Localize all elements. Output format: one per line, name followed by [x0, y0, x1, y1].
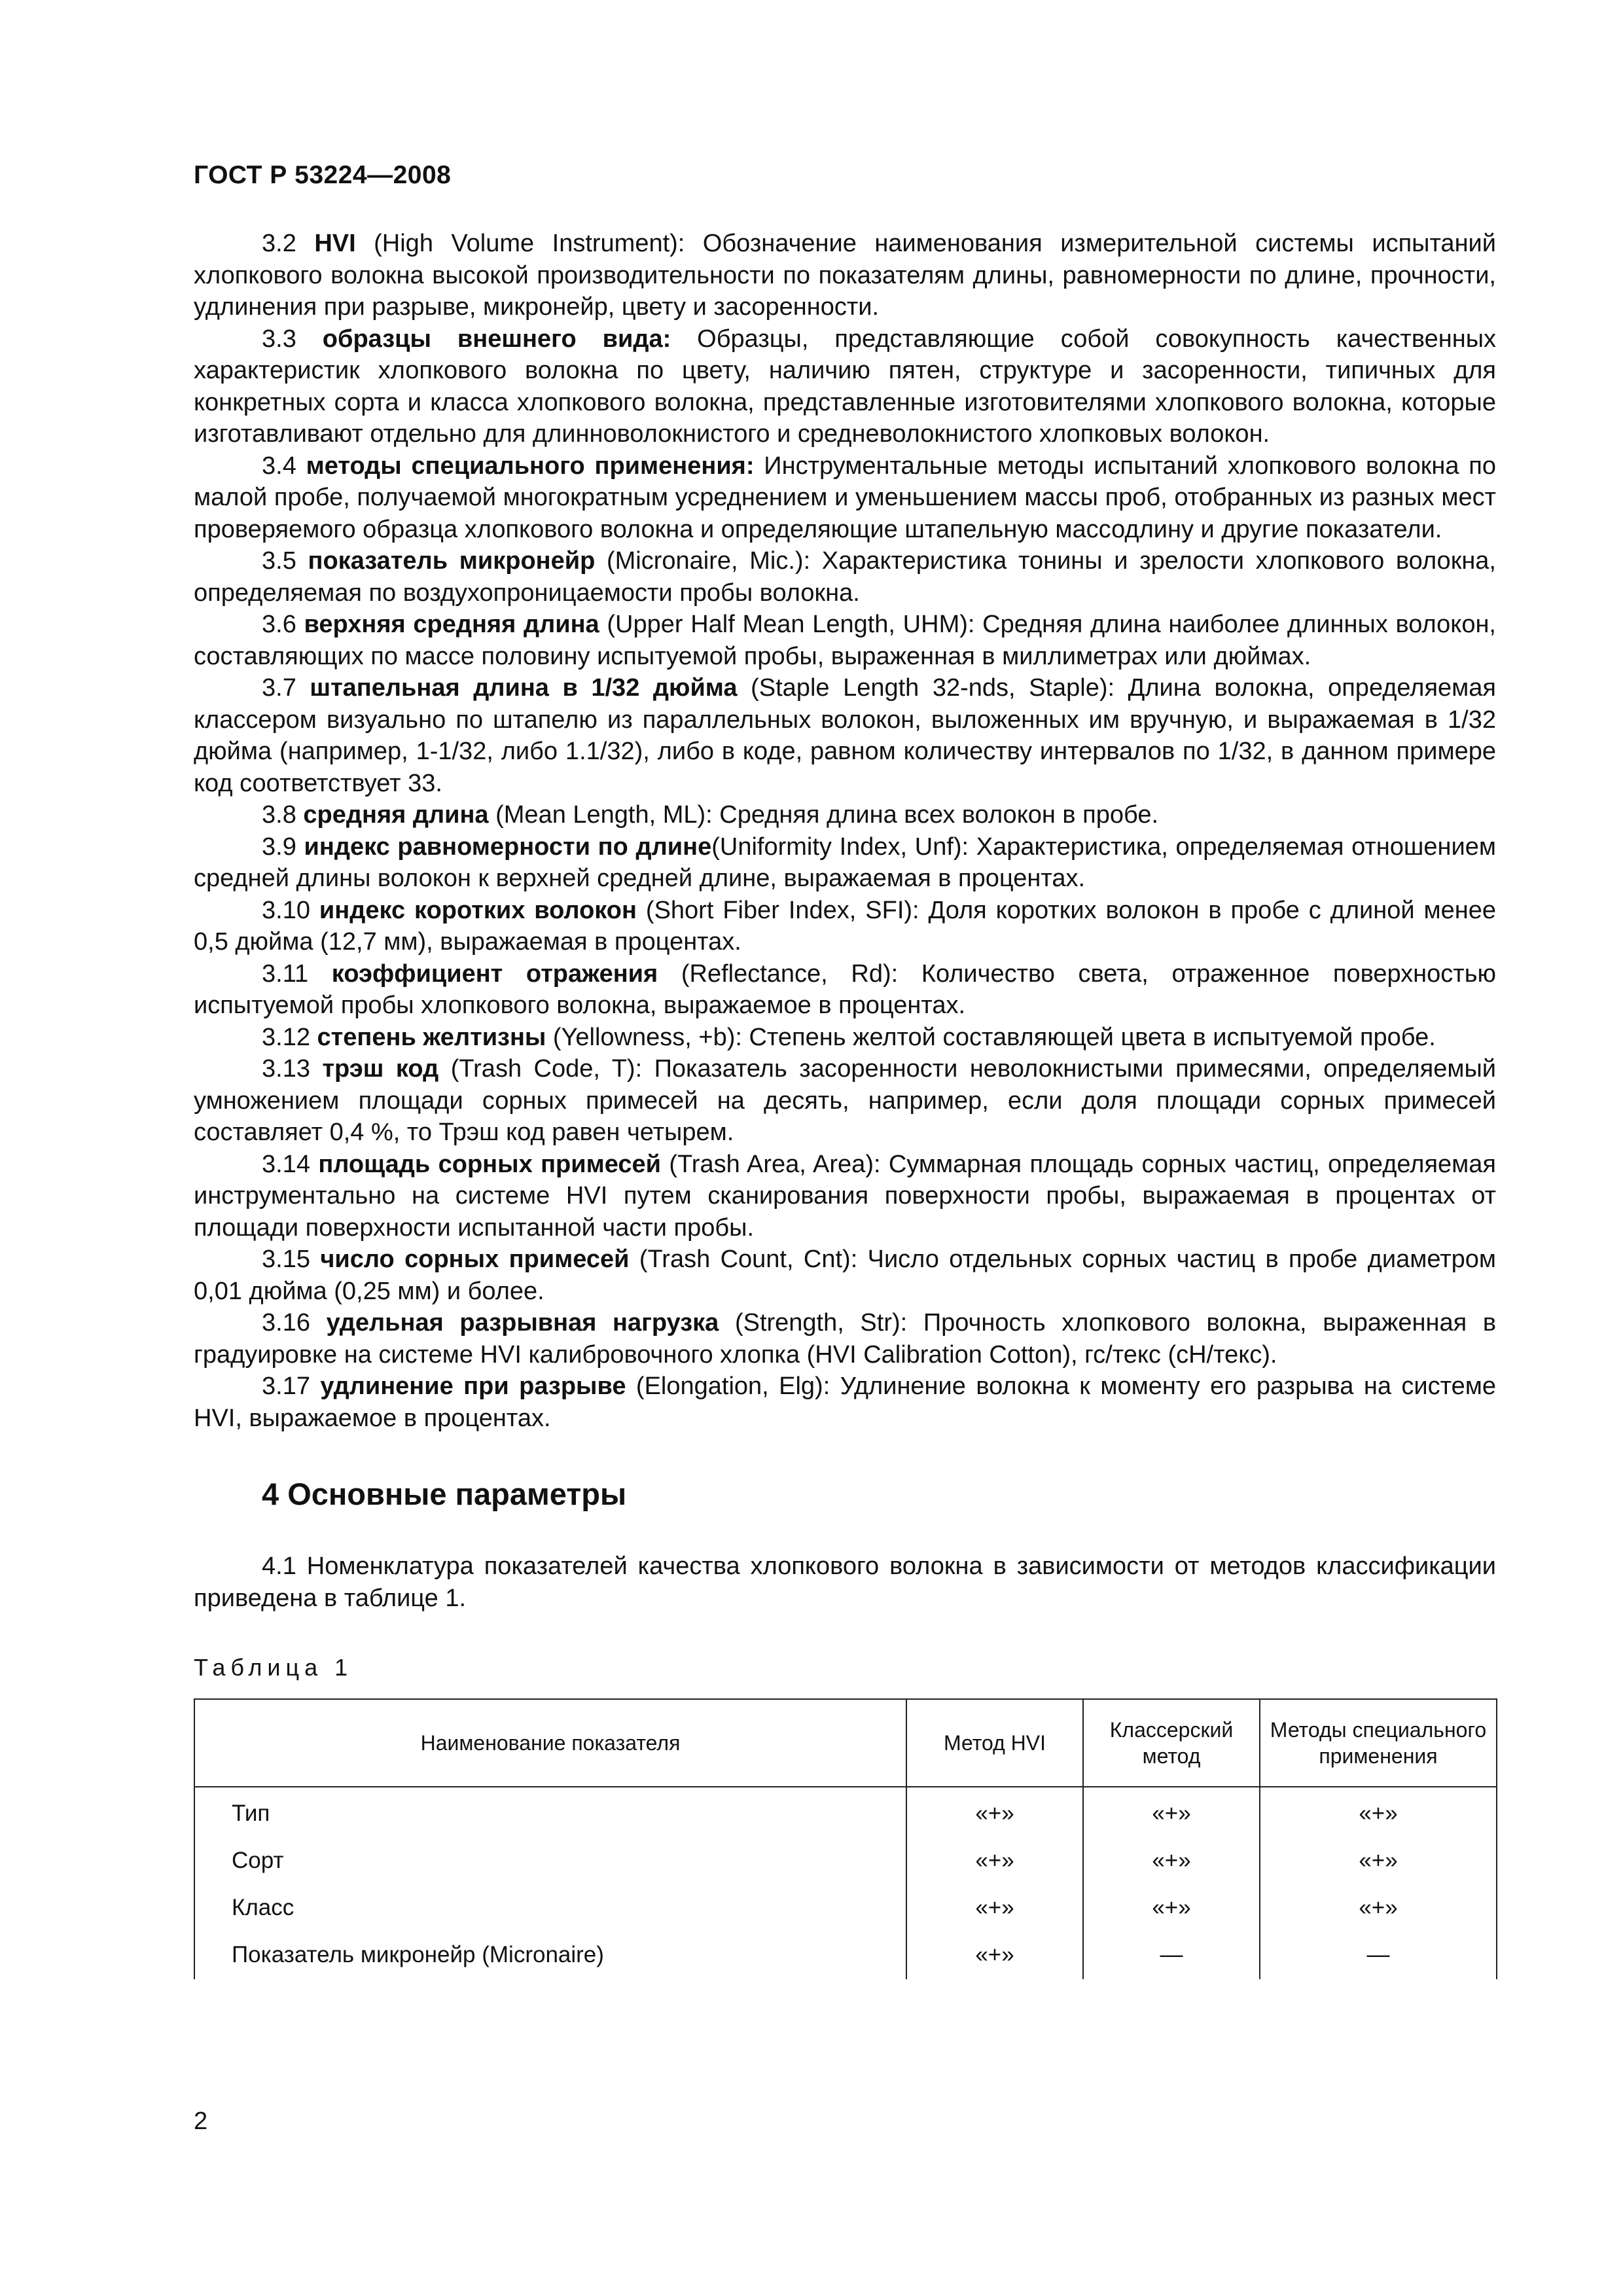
term-name: площадь сорных примесей	[318, 1150, 661, 1178]
term-number: 3.16	[262, 1309, 310, 1336]
term-number: 3.17	[262, 1372, 310, 1400]
term-number: 3.7	[262, 674, 296, 702]
table-cell: «+»	[1260, 1885, 1497, 1932]
term-3-10	[194, 895, 1496, 958]
table-cell: —	[1083, 1932, 1260, 1979]
term-name: трэш код	[322, 1055, 439, 1083]
term-definition: (Micronaire, Mic.): Характеристика тонины и зрелости хлопкового волокна, определяемая по воздухопроницаемости пробы волокна.	[194, 547, 1496, 607]
term-3-15	[194, 1244, 1496, 1307]
term-3-12	[194, 1022, 1496, 1054]
document-body	[194, 228, 1496, 1979]
term-definition: Инструментальные методы испытаний хлопкового волокна по малой пробе, получаемой многократным усреднением и уменьшением массы проб, отобранных из разных мест проверяемого образца хлопкового волокна и определяющие штапельную массодлину и другие показатели.	[194, 452, 1497, 543]
term-3-13	[194, 1053, 1496, 1149]
table-cell: —	[1260, 1932, 1497, 1979]
term-name: коэффициент отражения	[331, 960, 658, 988]
term-name: штапельная длина в 1/32 дюйма	[310, 674, 738, 702]
term-number: 3.10	[262, 896, 310, 924]
term-definition: (Upper Half Mean Length, UHM): Средняя длина наиболее длинных волокон, составляющих по массе половину испытуемой пробы, выраженная в миллиметрах или дюймах.	[194, 611, 1496, 670]
term-number: 3.4	[262, 452, 296, 480]
column-header: Наименование показателя	[194, 1699, 906, 1787]
term-3-11	[194, 958, 1496, 1022]
term-3-16	[194, 1307, 1496, 1371]
table-row	[194, 1885, 1497, 1932]
term-definition: (Uniformity Index, Unf): Характеристика, определяемая отношением средней длины волокон к верхней средней длине, выражаемая в процентах.	[194, 833, 1497, 892]
term-3-7	[194, 672, 1496, 799]
section-heading: 4 Основные параметры	[262, 1477, 627, 1511]
table-cell: «+»	[1083, 1787, 1260, 1838]
term-3-2	[194, 228, 1496, 323]
document-header: ГОСТ Р 53224—2008	[194, 161, 452, 189]
term-number: 3.8	[262, 801, 296, 829]
term-definition: (Short Fiber Index, SFI): Доля коротких волокон в пробе с длиной менее 0,5 дюйма (12,7 мм), выражаемая в процентах.	[194, 896, 1497, 956]
term-3-9	[194, 831, 1496, 895]
table-cell: «+»	[906, 1932, 1083, 1979]
term-3-17	[194, 1371, 1496, 1434]
table-row	[194, 1838, 1497, 1885]
table-cell: Класс	[194, 1885, 906, 1932]
table-caption: Таблица 1	[194, 1654, 353, 1681]
term-number: 3.15	[262, 1246, 310, 1273]
term-definition: (Trash Count, Cnt): Число отдельных сорных частиц в пробе диаметром 0,01 дюйма (0,25 мм) и более.	[194, 1246, 1497, 1305]
term-name: степень желтизны	[317, 1023, 546, 1051]
term-number: 3.13	[262, 1055, 310, 1083]
term-definition: (Staple Length 32-nds, Staple): Длина волокна, определяемая классером визуально по штапелю из параллельных волокон, выложенных им вручную, и выражаемая в 1/32 дюйма (например, 1-1/32, либо 1.1/32), либо в коде, равном количеству интервалов по 1/32, в данном примере код соответствует 33.	[194, 674, 1497, 797]
table-cell: «+»	[906, 1885, 1083, 1932]
term-number: 3.2	[262, 230, 296, 257]
term-number: 3.14	[262, 1150, 310, 1178]
column-header: Метод HVI	[906, 1699, 1083, 1787]
term-number: 3.12	[262, 1023, 310, 1051]
table-cell: Тип	[194, 1787, 906, 1838]
term-name: методы специального применения:	[306, 452, 755, 480]
term-number: 3.11	[262, 960, 309, 988]
term-3-8	[194, 799, 1496, 831]
term-definition: (Strength, Str): Прочность хлопкового волокна, выраженная в градуировке на системе HVI калибровочного хлопка (HVI Calibration Cotton), гс/текс (сН/текс).	[194, 1309, 1496, 1369]
term-name: индекс равномерности по длине	[304, 833, 712, 861]
table-cell: «+»	[906, 1838, 1083, 1885]
term-number: 3.6	[262, 611, 296, 638]
term-name: средняя длина	[303, 801, 489, 829]
term-number: 3.3	[262, 325, 296, 353]
term-3-3	[194, 323, 1496, 450]
table-cell: «+»	[1083, 1838, 1260, 1885]
term-3-14	[194, 1149, 1496, 1244]
term-name: показатель микронейр	[308, 547, 596, 575]
table-cell: «+»	[1260, 1838, 1497, 1885]
page-number: 2	[194, 2108, 208, 2135]
term-name: верхняя средняя длина	[304, 611, 599, 638]
term-name: индекс коротких волокон	[319, 896, 637, 924]
table-header-row	[194, 1699, 1497, 1787]
term-number: 3.9	[262, 833, 296, 861]
column-header: Методы специального применения	[1260, 1699, 1497, 1787]
table-row	[194, 1932, 1497, 1979]
term-3-4	[194, 450, 1496, 546]
table-cell: Показатель микронейр (Micronaire)	[194, 1932, 906, 1979]
term-definition: (Reflectance, Rd): Количество света, отраженное поверхностью испытуемой пробы хлопкового волокна, выражаемое в процентах.	[194, 960, 1496, 1019]
term-definition: (Yellowness, +b): Степень желтой составляющей цвета в испытуемой пробе.	[546, 1023, 1436, 1051]
table-cell: «+»	[906, 1787, 1083, 1838]
term-name: удельная разрывная нагрузка	[326, 1309, 719, 1336]
term-definition: (High Volume Instrument): Обозначение наименования измерительной системы испытаний хлопкового волокна высокой производительности по показателям длины, равномерности по длине, прочности, удлинения при разрыве, микронейр, цвету и засоренности.	[194, 230, 1497, 321]
indicators-table	[194, 1698, 1497, 1979]
term-name: число сорных примесей	[320, 1246, 630, 1273]
term-3-6	[194, 609, 1496, 672]
term-name: HVI	[314, 230, 356, 257]
column-header: Классерский метод	[1083, 1699, 1260, 1787]
term-definition: (Trash Code, T): Показатель засоренности неволокнистыми примесями, определяемый умножением площади сорных примесей на десять, например, если доля площади сорных примесей составляет 0,4 %, то Трэш код равен четырем.	[194, 1055, 1496, 1146]
term-name: удлинение при разрыве	[320, 1372, 626, 1400]
table-cell: «+»	[1083, 1885, 1260, 1932]
table-row	[194, 1787, 1497, 1838]
term-definition: Образцы, представляющие собой совокупность качественных характеристик хлопкового волокна по цвету, наличию пятен, структуре и засоренности, типичных для конкретных сорта и класса хлопкового волокна, представленные изготовителями хлопкового волокна, которые изготавливают отдельно для длинноволокнистого и средневолокнистого хлопковых волокон.	[194, 325, 1497, 448]
term-definition: (Trash Area, Area): Суммарная площадь сорных частиц, определяемая инструментально на системе HVI путем сканирования поверхности пробы, выражаемая в процентах от площади поверхности испытанной части пробы.	[194, 1150, 1496, 1242]
paragraph-4-1: 4.1 Номенклатура показателей качества хлопкового волокна в зависимости от методов классификации приведена в таблице 1.	[194, 1552, 1496, 1612]
term-definition: (Mean Length, ML): Средняя длина всех волокон в пробе.	[488, 801, 1159, 829]
term-definition: (Elongation, Elg): Удлинение волокна к моменту его разрыва на системе HVI, выражаемое в процентах.	[194, 1372, 1496, 1432]
term-number: 3.5	[262, 547, 296, 575]
term-name: образцы внешнего вида:	[322, 325, 671, 353]
table-cell: Сорт	[194, 1838, 906, 1885]
term-3-5	[194, 545, 1496, 609]
table-cell: «+»	[1260, 1787, 1497, 1838]
